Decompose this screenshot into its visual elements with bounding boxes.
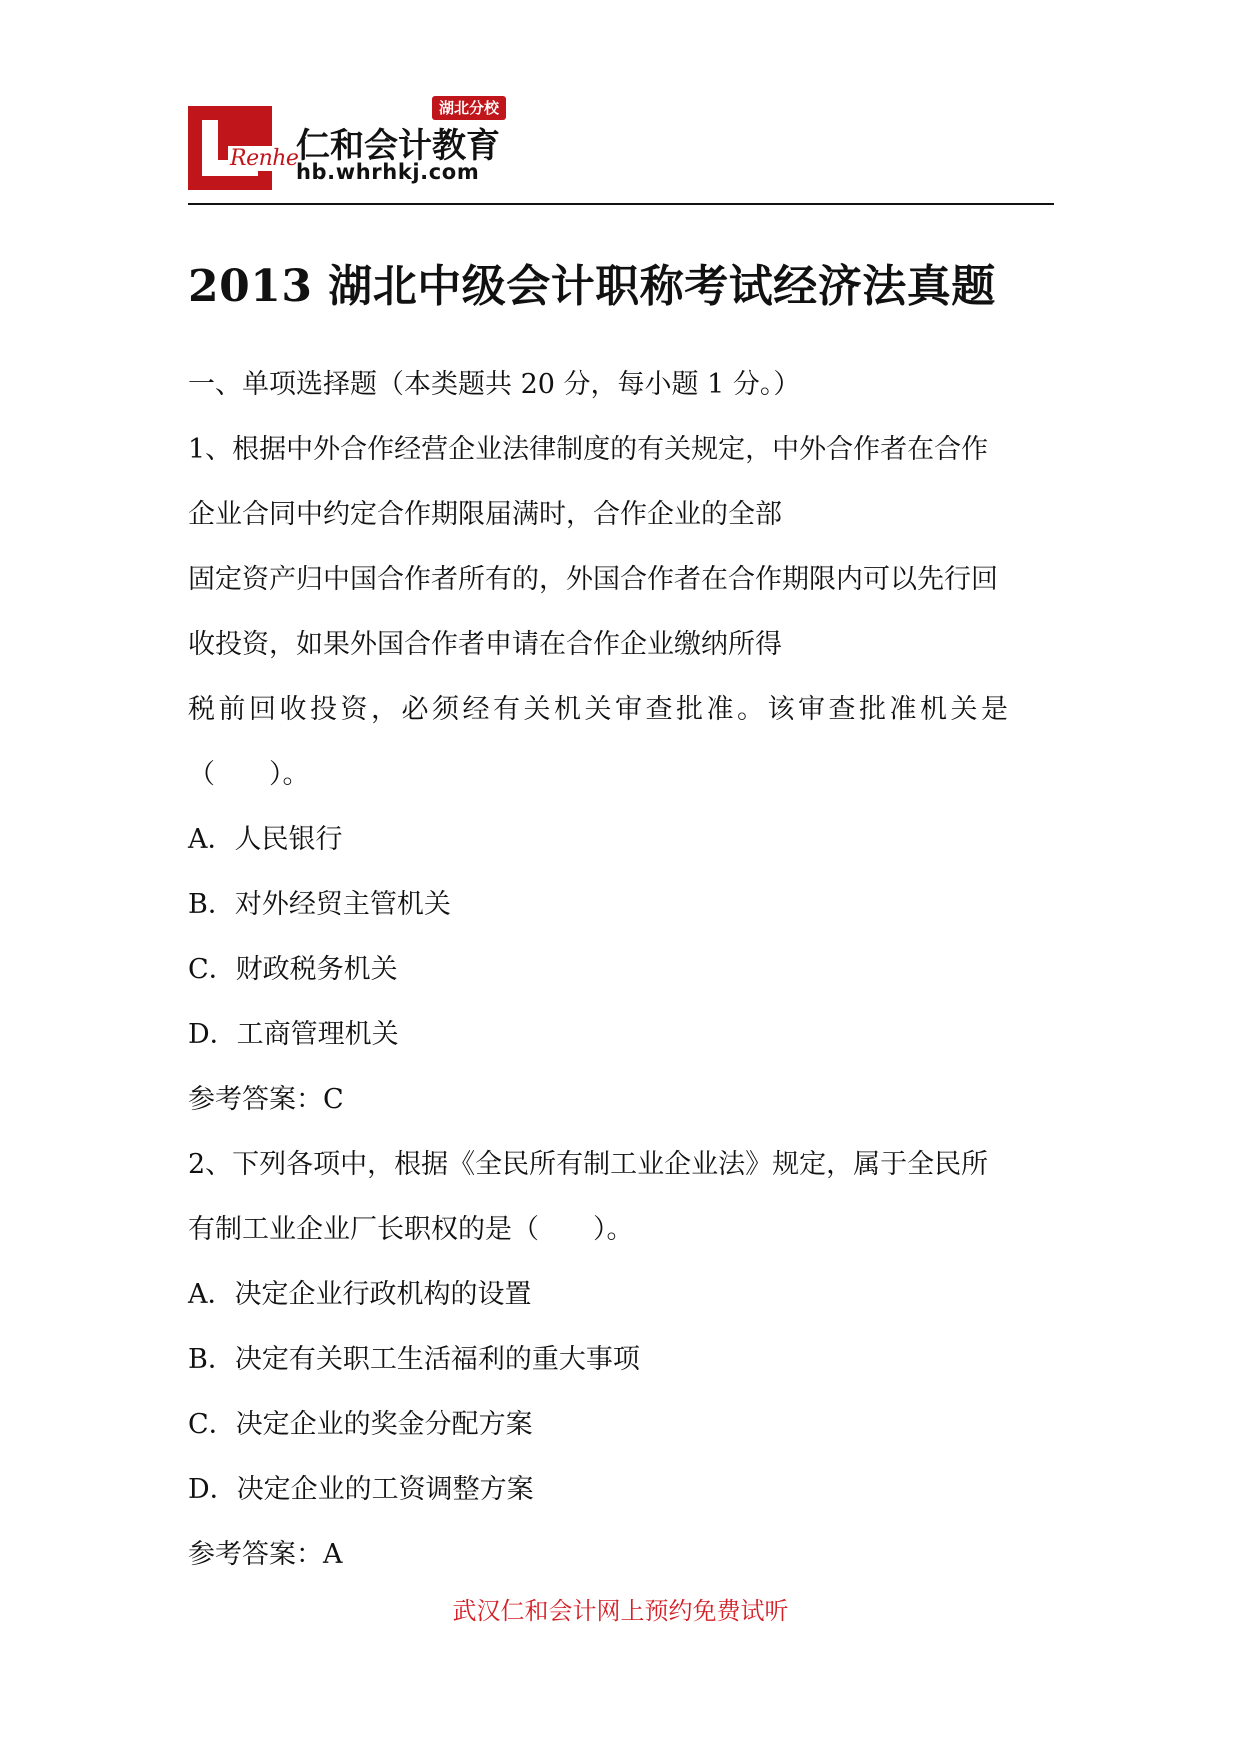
question-2-option-b: B．决定有关职工生活福利的重大事项 [188,1344,640,1375]
question-1-stem-line: 固定资产归中国合作者所有的，外国合作者在合作期限内可以先行回 [188,564,998,595]
question-2-option-d: D．决定企业的工资调整方案 [188,1474,534,1505]
logo-renhe-text: Renhe [230,146,299,171]
brand-logo [188,96,538,192]
branch-badge: 湖北分校 [432,96,506,120]
brand-name: 仁和会计教育 [296,126,500,166]
question-1-option-d: D．工商管理机关 [188,1019,399,1050]
question-1-stem-line: 收投资，如果外国合作者申请在合作企业缴纳所得 [188,629,782,660]
brand-url: hb.whrhkj.com [296,160,480,184]
question-2-answer: 参考答案：A [188,1539,343,1570]
header-divider [188,203,1054,205]
question-2-option-c: C．决定企业的奖金分配方案 [188,1409,533,1440]
question-2-option-a: A．决定企业行政机构的设置 [188,1279,532,1310]
question-1-stem-line: 1、根据中外合作经营企业法律制度的有关规定，中外合作者在合作 [188,434,989,465]
question-2-stem-line: 2、下列各项中，根据《全民所有制工业企业法》规定，属于全民所 [188,1149,989,1180]
question-2-stem-line: 有制工业企业厂长职权的是（ ）。 [188,1214,634,1245]
free-trial-link[interactable]: 武汉仁和会计网上预约免费试听 [452,1597,789,1625]
question-1-stem-line: 企业合同中约定合作期限届满时，合作企业的全部 [188,499,782,530]
question-1-option-c: C．财政税务机关 [188,954,398,985]
question-1-option-a: A．人民银行 [188,824,343,855]
section-heading: 一、单项选择题（本类题共 20 分，每小题 1 分。） [188,369,801,400]
document-title: 2013 湖北中级会计职称考试经济法真题 [188,261,996,312]
question-1-answer: 参考答案：C [188,1084,344,1115]
question-1-option-b: B．对外经贸主管机关 [188,889,451,920]
question-1-blank: （ ）。 [188,759,310,790]
question-1-stem-line: 税前回收投资，必须经有关机关审查批准。该审查批准机关是 [188,694,1012,725]
